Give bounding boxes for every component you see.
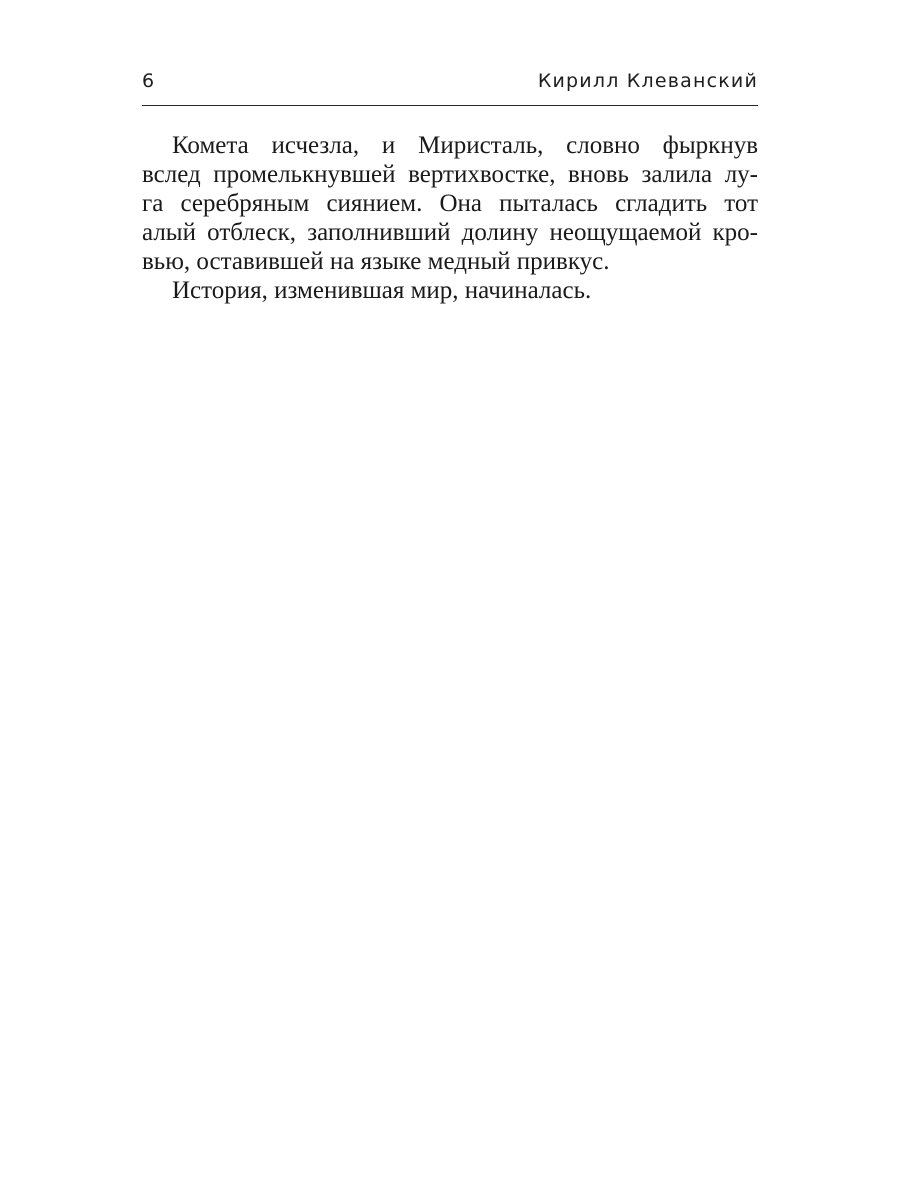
text-line: алый отблеск, заполнивший долину неощущаемой кро- bbox=[142, 219, 758, 246]
text-line: вью, оставившей на языке медный привкус. bbox=[142, 248, 610, 275]
header-rule bbox=[142, 105, 758, 106]
running-title-author: Кирилл Клеванский bbox=[537, 70, 758, 92]
text-line: вслед промелькнувшей вертихвостке, вновь залила лу- bbox=[142, 161, 758, 188]
text-line: Комета исчезла, и Миристаль, словно фыркнув bbox=[172, 132, 758, 159]
body-text bbox=[142, 131, 758, 305]
text-line: История, изменившая мир, начиналась. bbox=[172, 277, 592, 304]
paragraph-2 bbox=[142, 276, 758, 305]
paragraph-1 bbox=[142, 131, 758, 276]
page-number: 6 bbox=[142, 70, 156, 92]
running-head bbox=[142, 70, 758, 100]
text-line: га серебряным сиянием. Она пыталась сгладить тот bbox=[142, 190, 758, 217]
